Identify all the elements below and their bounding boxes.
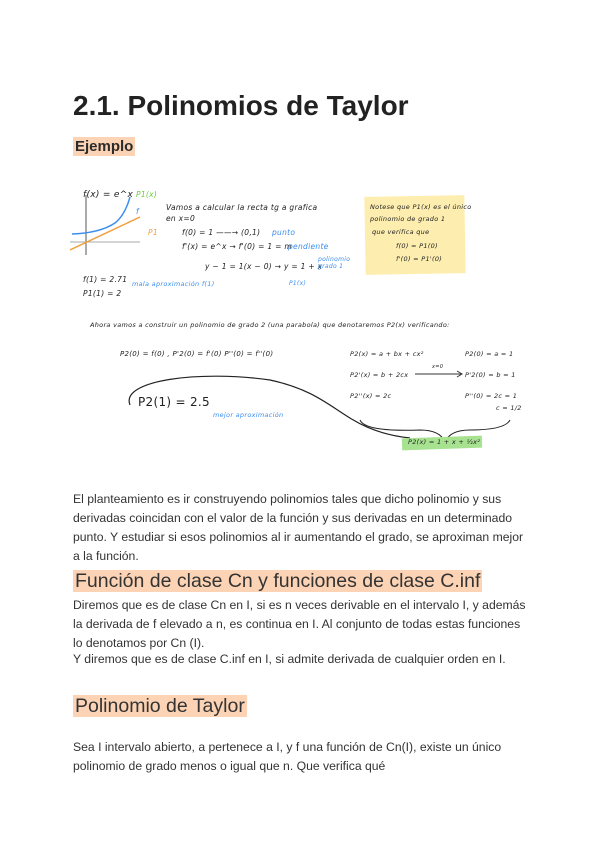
hw-a8: P''(0) = 2c = 1	[465, 392, 518, 400]
hw-n4: f(0) = P1(0)	[396, 242, 438, 250]
hw-a4: P2'(x) = b + 2cx	[350, 371, 409, 379]
hw-a5: P2''(x) = 2c	[350, 392, 392, 400]
paragraph-cn: Diremos que es de clase Cn en I, si es n veces derivable en el intervalo I, y además la derivada de f elevado a n, es continua en I. Al conjunto de todas estas funciones lo denotamos por Cn (I).	[73, 598, 526, 650]
hw-f1b: mala aproximación f(1)	[132, 280, 215, 288]
hw-l2: en x=0	[166, 214, 196, 223]
hw-fx: f(x) = e^x	[83, 190, 134, 200]
hw-a10b: mejor aproximación	[213, 411, 284, 419]
hw-l5: y − 1 = 1(x − 0) → y = 1 + x	[205, 262, 323, 271]
hw-a6: P2(0) = a = 1	[465, 350, 514, 358]
hw-n2: polinomio de grado 1	[370, 215, 446, 223]
hw-n3: que verifica que	[372, 228, 430, 236]
hw-p1: P1	[148, 228, 158, 237]
hw-l4b: pendiente	[288, 242, 329, 251]
hw-a7: P'2(0) = b = 1	[465, 371, 516, 379]
hw-f: f	[136, 207, 139, 216]
hw-l1: Vamos a calcular la recta tg a grafica	[166, 203, 318, 212]
hw-a4b: x=0	[432, 364, 444, 370]
heading-clase-cn	[73, 570, 482, 593]
heading-taylor	[73, 695, 247, 718]
hw-l4: f'(x) = e^x → f'(0) = 1 = m	[182, 242, 293, 251]
example-heading: Ejemplo	[75, 138, 134, 155]
heading-taylor-text: Polinomio de Taylor	[75, 695, 245, 717]
hw-p11: P1(1) = 2	[83, 289, 122, 298]
exp-graph-sketch	[70, 195, 150, 265]
hw-a3: P2(x) = a + bx + cx²	[350, 350, 424, 358]
hw-a1: Ahora vamos a construir un polinomio de grado 2 (una parabola) que denotaremos P2(x) verificando:	[90, 321, 450, 329]
hw-l5c: P1(x)	[289, 280, 307, 287]
hw-a2: P2(0) = f(0) , P'2(0) = f'(0) P''(0) = f''(0)	[120, 350, 274, 358]
hw-a11: P2(x) = 1 + x + ½x²	[408, 438, 481, 446]
hw-l3b: punto	[272, 228, 296, 237]
hw-l5b: polinomio grado 1	[318, 256, 351, 270]
heading-clase-cn-text: Función de clase Cn y funciones de clase C.inf	[75, 570, 481, 592]
hw-l3: f(0) = 1 ——→ (0,1)	[182, 228, 261, 237]
hw-p1x: P1(x)	[136, 190, 158, 199]
page-title: 2.1. Polinomios de Taylor	[73, 90, 409, 121]
paragraph-cinf: Y diremos que es de clase C.inf en I, si admite derivada de cualquier orden en I.	[73, 652, 506, 666]
hw-a10: P2(1) = 2.5	[138, 395, 210, 409]
hw-a9: c = 1/2	[496, 404, 522, 412]
hw-f1: f(1) = 2.71	[83, 275, 128, 284]
paragraph-taylor: Sea I intervalo abierto, a pertenece a I, y f una función de Cn(I), existe un único polinomio de grado menos o igual que n. Que verifica qué	[73, 740, 502, 773]
hw-n5: f'(0) = P1'(0)	[396, 255, 443, 263]
hw-n1: Notese que P1(x) es el único	[370, 203, 472, 211]
paragraph-intro: El planteamiento es ir construyendo polinomios tales que dicho polinomio y sus derivadas coincidan con el valor de la función y sus derivadas en un determinado punto. Y estudiar si esos polinomios al ir aumentando el grado, se aproximan mejor a la función.	[73, 492, 524, 563]
